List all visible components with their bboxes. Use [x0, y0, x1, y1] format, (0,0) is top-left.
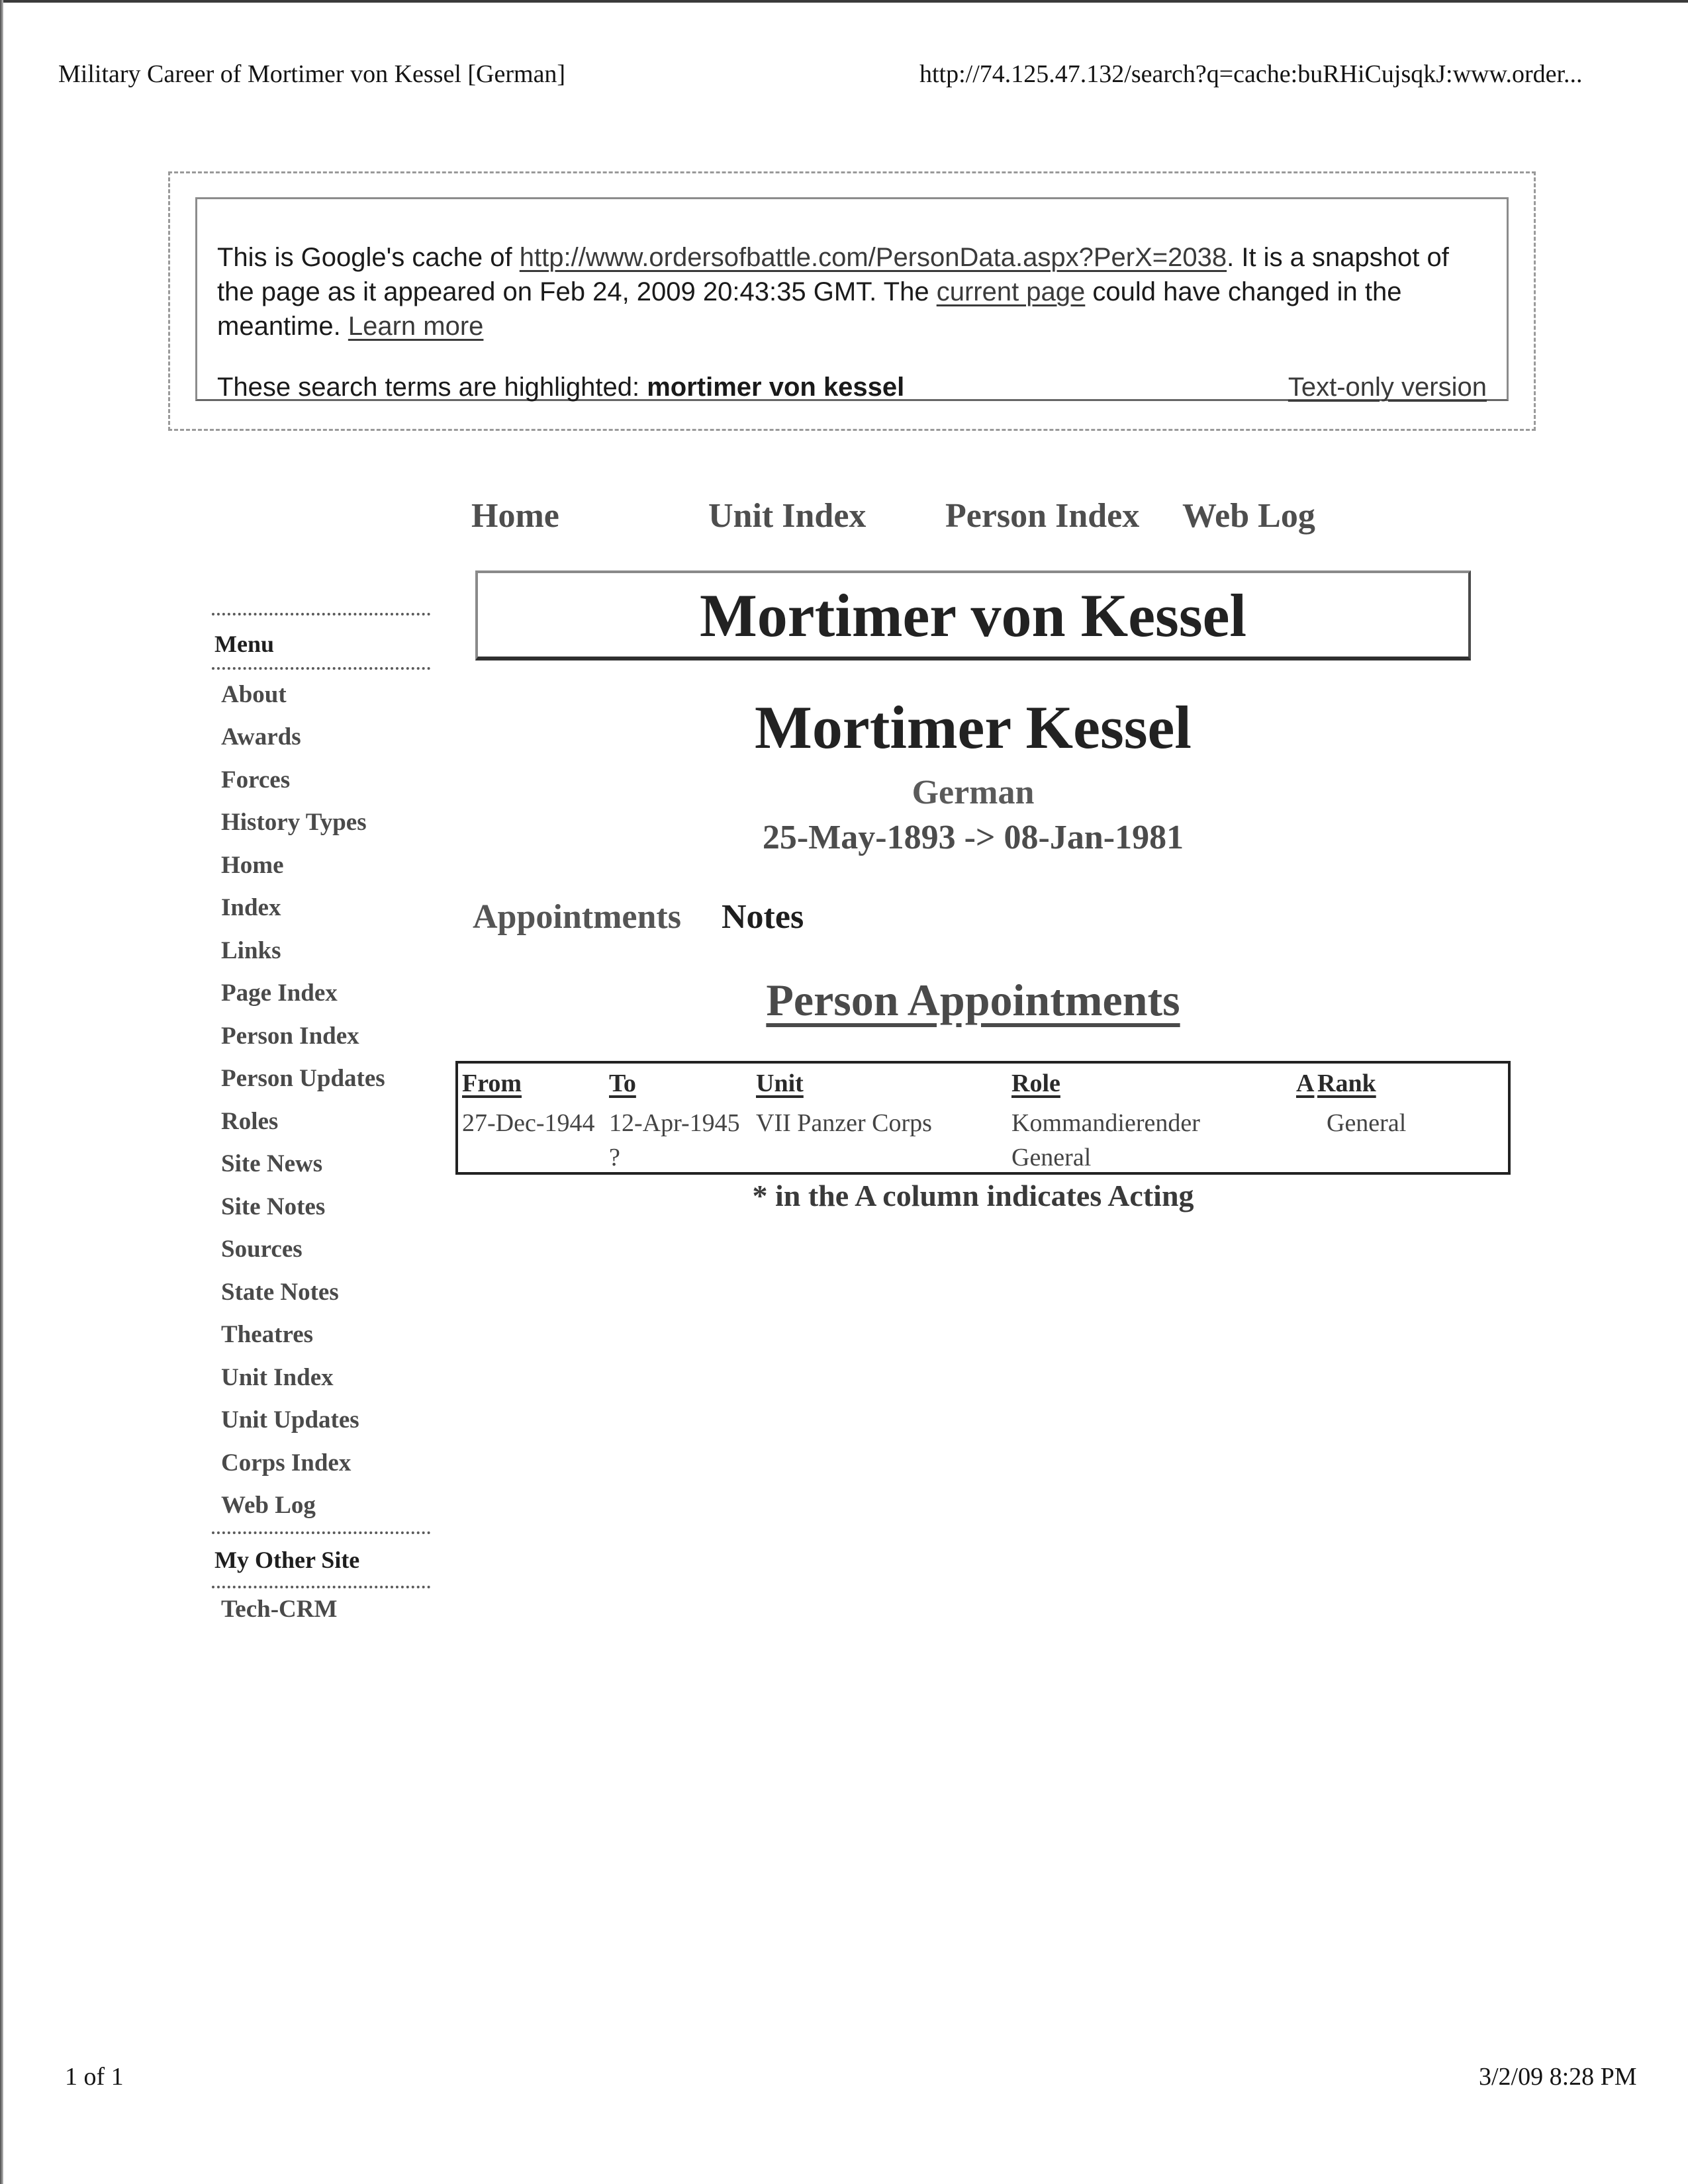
person-lifespan: 25-May-1893 -> 08-Jan-1981 [762, 819, 1184, 856]
cell-from: 27-Dec-1944 [462, 1109, 595, 1137]
highlighted-terms [217, 373, 904, 402]
column-header-from[interactable]: From [462, 1069, 522, 1097]
sidebar-item-unit-index[interactable]: Unit Index [221, 1364, 334, 1391]
cache-links [1288, 373, 1487, 402]
divider [212, 613, 430, 615]
sidebar-item-state-notes[interactable]: State Notes [221, 1279, 339, 1306]
section-title-text: Person Appointments [766, 975, 1180, 1025]
cache-intro-text: This is Google's cache of [217, 243, 520, 272]
sidebar-item-person-index[interactable]: Person Index [221, 1023, 359, 1050]
text-only-version-link[interactable]: Text-only version [1288, 373, 1487, 402]
cell-to: 12-Apr-1945 [609, 1109, 740, 1137]
column-header-rank[interactable]: Rank [1317, 1069, 1376, 1097]
snapshot-text: . It is a snapshot of the page as it appeared on Feb 24, 2009 20:43:35 GMT. The [217, 243, 1449, 306]
sidebar-item-page-index[interactable]: Page Index [221, 979, 338, 1007]
cached-url-link[interactable]: http://www.ordersofbattle.com/PersonData.aspx?PerX=2038 [519, 243, 1227, 272]
print-page-count: 1 of 1 [65, 2063, 124, 2091]
sidebar-item-person-updates[interactable]: Person Updates [221, 1065, 385, 1092]
column-header-unit[interactable]: Unit [756, 1069, 804, 1097]
sidebar-item-history-types[interactable]: History Types [221, 809, 367, 836]
person-nationality: German [912, 774, 1035, 811]
print-timestamp: 3/2/09 8:28 PM [1479, 2063, 1637, 2091]
person-title: Mortimer von Kessel [699, 582, 1247, 649]
cell-role-line2: General [1011, 1144, 1092, 1171]
scan-edge [0, 0, 3, 2184]
acting-footnote: * in the A column indicates Acting [752, 1179, 1194, 1212]
sidebar-item-corps-index[interactable]: Corps Index [221, 1449, 352, 1477]
divider [212, 1586, 430, 1588]
cell-to-note: ? [609, 1144, 620, 1171]
appointments-table [455, 1061, 1511, 1175]
sidebar-item-tech-crm[interactable]: Tech-CRM [221, 1596, 338, 1623]
top-nav-person-index[interactable]: Person Index [945, 497, 1140, 535]
cell-unit: VII Panzer Corps [756, 1109, 932, 1137]
person-title-box [475, 570, 1471, 660]
scan-edge [0, 0, 1688, 3]
top-nav-web-log[interactable]: Web Log [1182, 497, 1315, 535]
divider [212, 1531, 430, 1534]
menu-heading: Menu [214, 631, 274, 657]
sidebar-item-forces[interactable]: Forces [221, 766, 291, 794]
sidebar-item-index[interactable]: Index [221, 894, 281, 921]
sidebar-item-roles[interactable]: Roles [221, 1108, 279, 1135]
cell-rank: General [1327, 1109, 1407, 1137]
sidebar-item-unit-updates[interactable]: Unit Updates [221, 1406, 359, 1433]
sidebar-item-site-news[interactable]: Site News [221, 1150, 323, 1177]
sidebar-item-site-notes[interactable]: Site Notes [221, 1193, 326, 1220]
sidebar-item-awards[interactable]: Awards [221, 723, 301, 751]
cache-banner-inner [195, 197, 1509, 401]
sidebar-item-home[interactable]: Home [221, 852, 284, 879]
top-nav-home[interactable]: Home [471, 497, 559, 535]
other-site-heading: My Other Site [214, 1547, 360, 1573]
cache-notice [217, 240, 1488, 343]
tab-appointments[interactable]: Appointments [473, 898, 681, 936]
divider [212, 667, 430, 670]
tab-notes[interactable]: Notes [722, 898, 804, 936]
sidebar-item-sources[interactable]: Sources [221, 1236, 303, 1263]
section-title [475, 974, 1471, 1026]
sidebar-item-theatres[interactable]: Theatres [221, 1321, 314, 1348]
highlight-label: These search terms are highlighted: [217, 373, 647, 402]
sidebar-item-about[interactable]: About [221, 681, 287, 708]
highlight-terms: mortimer von kessel [647, 373, 905, 402]
changed-text: could have changed in the meantime. [217, 277, 1402, 341]
print-page-url: http://74.125.47.132/search?q=cache:buRHiCujsqkJ:www.order... [919, 60, 1583, 88]
cache-banner [168, 171, 1536, 431]
learn-more-link[interactable]: Learn more [348, 312, 484, 341]
print-page-title: Military Career of Mortimer von Kessel [German] [58, 60, 566, 88]
top-nav-unit-index[interactable]: Unit Index [708, 497, 867, 535]
column-header-role[interactable]: Role [1011, 1069, 1060, 1097]
cell-role-line1: Kommandierender [1011, 1109, 1200, 1137]
sidebar-item-web-log[interactable]: Web Log [221, 1492, 316, 1519]
column-header-to[interactable]: To [609, 1069, 636, 1097]
current-page-link[interactable]: current page [936, 277, 1086, 306]
column-header-acting[interactable]: A [1296, 1069, 1315, 1097]
person-name: Mortimer Kessel [755, 694, 1192, 761]
sidebar-item-links[interactable]: Links [221, 937, 281, 964]
